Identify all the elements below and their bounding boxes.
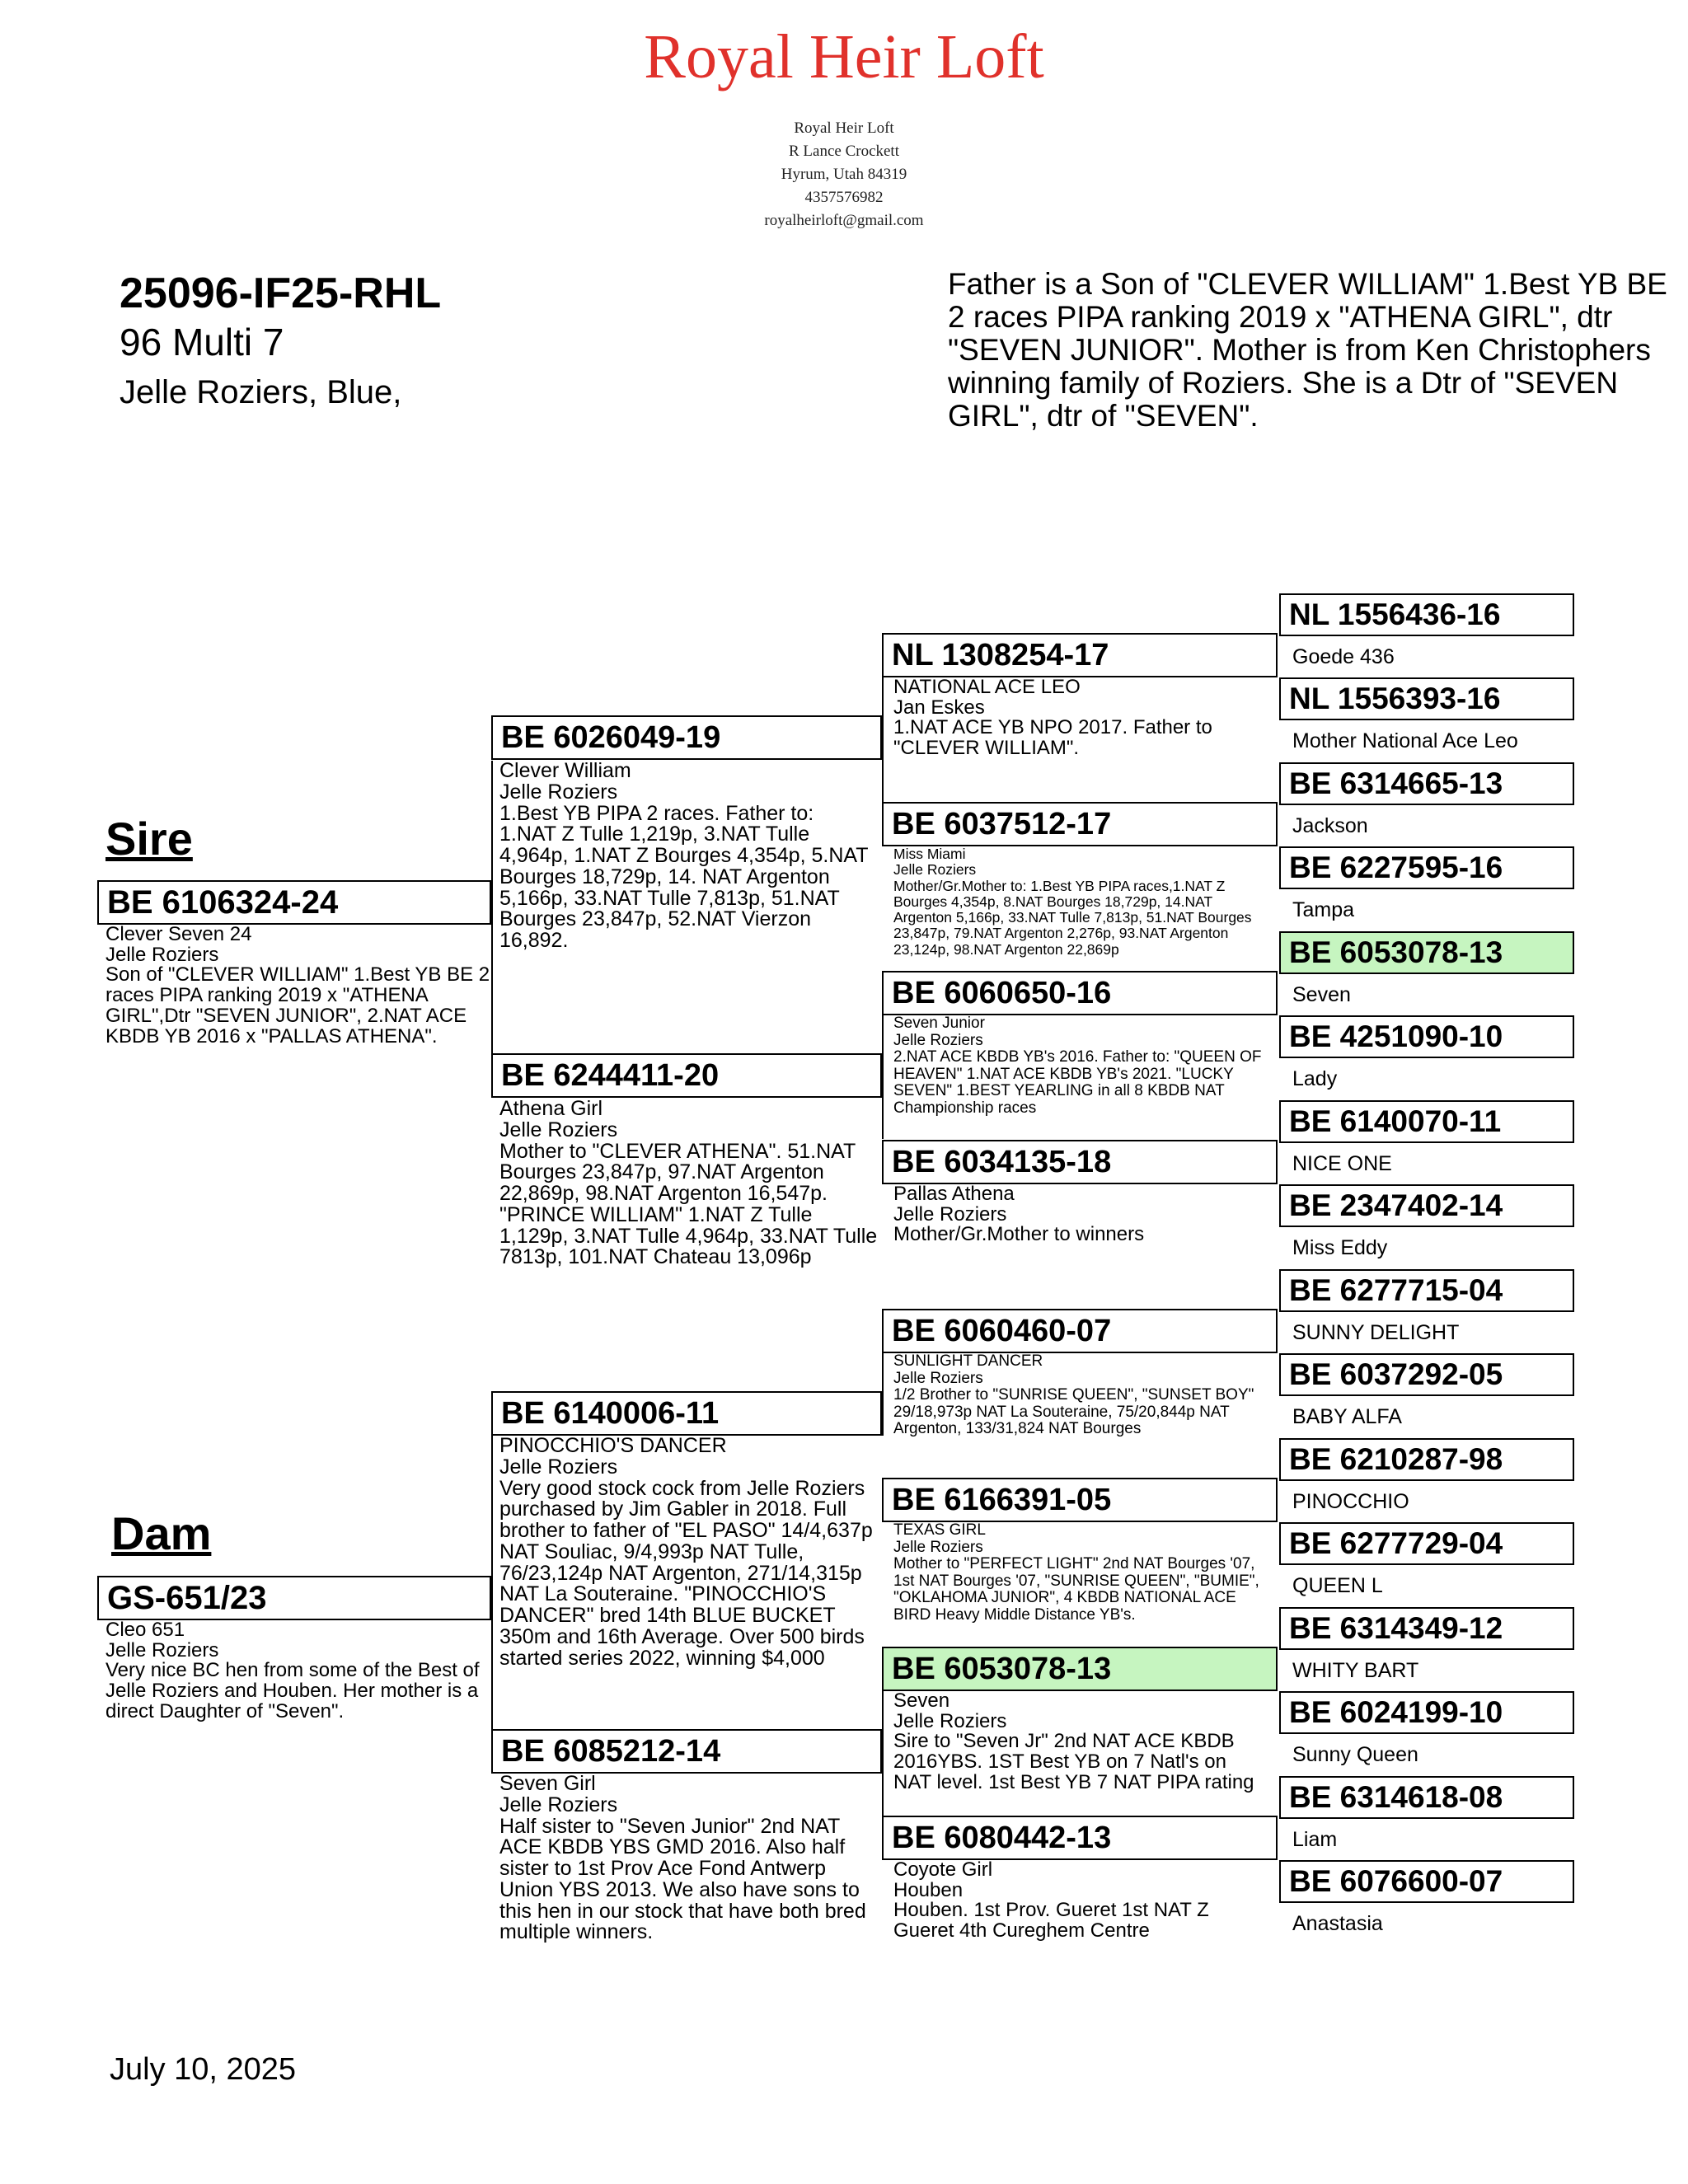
gen3-notes-1: 1.NAT ACE YB NPO 2017. Father to "CLEVER WILLIAM". <box>893 716 1212 760</box>
gen4-name-1: Goede 436 <box>1292 645 1395 668</box>
gen3-notes-4: Mother/Gr.Mother to winners <box>893 1223 1145 1246</box>
contact-phone: 4357576982 <box>804 189 884 206</box>
gen4-ring-14: BE 6024199-10 <box>1279 1691 1574 1734</box>
dam-notes: Very nice BC hen from some of the Best of Jelle Roziers and Houben. Her mother is a direct Daughter of "Seven". <box>106 1659 480 1722</box>
gen3-bracket-1 <box>882 677 884 805</box>
gen4-name-6: Lady <box>1292 1067 1338 1090</box>
gen3-bracket-2 <box>882 1015 884 1139</box>
gen3-notes-2: Mother/Gr.Mother to: 1.Best YB PIPA races,1.NAT Z Bourges 4,354p, 8.NAT Bourges 18,729p, 14.NAT Argenton 5,166p, 33.NAT Tulle 7,813p, 51.NAT Bourges 23,847p, 79.NAT Argenton 2,276p, 93.NAT Argenton 23,124p, 98.NAT Argenton 22,869p <box>893 877 1252 958</box>
sire-bracket <box>491 761 493 1057</box>
gen2-ring-4: BE 6085212-14 <box>491 1729 882 1774</box>
gen4-name-10: BABY ALFA <box>1292 1405 1402 1428</box>
gen3-name-4: Pallas Athena <box>893 1184 1015 1205</box>
gen4-name-15: Liam <box>1292 1828 1338 1851</box>
gen3-bracket-3 <box>882 1353 884 1436</box>
gen4-ring-8: BE 2347402-14 <box>1279 1184 1574 1227</box>
gen4-name-3: Jackson <box>1292 814 1368 837</box>
gen4-ring-13: BE 6314349-12 <box>1279 1607 1574 1650</box>
gen3-breeder-4: Jelle Roziers <box>893 1202 1007 1226</box>
gen3-ring-6: BE 6166391-05 <box>882 1478 1278 1522</box>
gen3-info-5 <box>893 1353 1273 1477</box>
sire-label: Sire <box>106 813 193 865</box>
gen4-name-14: Sunny Queen <box>1292 1743 1418 1766</box>
gen2-breeder-4: Jelle Roziers <box>499 1793 618 1816</box>
sire-name: Clever Seven 24 <box>106 925 252 945</box>
gen2-info-1 <box>499 761 870 963</box>
gen4-name-2: Mother National Ace Leo <box>1292 729 1518 752</box>
contact-email[interactable]: royalheirloft@gmail.com <box>764 212 924 229</box>
gen2-info-2 <box>499 1099 879 1301</box>
gen3-info-7 <box>893 1691 1268 1815</box>
gen3-notes-5: 1/2 Brother to "SUNRISE QUEEN", "SUNSET BOY" 29/18,973p NAT La Souteraine, 75/20,844p NAT Argenton, 133/31,824 NAT Bourges <box>893 1386 1254 1438</box>
contact-block <box>0 117 1688 232</box>
gen3-notes-8: Houben. 1st Prov. Gueret 1st NAT Z Gueret 4th Cureghem Centre <box>893 1899 1209 1943</box>
gen3-ring-2: BE 6037512-17 <box>882 802 1278 846</box>
gen3-breeder-5: Jelle Roziers <box>893 1369 983 1387</box>
sire-notes: Son of "CLEVER WILLIAM" 1.Best YB BE 2 races PIPA ranking 2019 x "ATHENA GIRL",Dtr "SEVEN JUNIOR", 2.NAT ACE KBDB YB 2016 x "PALLAS ATHENA". <box>106 963 490 1047</box>
contact-owner: R Lance Crockett <box>788 143 899 160</box>
gen2-ring-2: BE 6244411-20 <box>491 1053 882 1098</box>
dam-bracket <box>491 1436 493 1731</box>
gen2-ring-1: BE 6026049-19 <box>491 715 882 760</box>
gen2-name-2: Athena Girl <box>499 1099 603 1120</box>
gen4-name-8: Miss Eddy <box>1292 1236 1388 1259</box>
gen3-ring-8: BE 6080442-13 <box>882 1816 1278 1860</box>
pedigree-id: 25096-IF25-RHL <box>120 269 442 317</box>
gen2-breeder-1: Jelle Roziers <box>499 780 618 804</box>
gen2-notes-4: Half sister to "Seven Junior" 2nd NAT ACE KBDB YBS GMD 2016. Also half sister to 1st Prov Ace Fond Antwerp Union YBS 2013. We also have sons to this hen in our stock that have both bred multiple winners. <box>499 1814 866 1944</box>
gen3-ring-5: BE 6060460-07 <box>882 1309 1278 1353</box>
gen3-ring-1: NL 1308254-17 <box>882 633 1278 677</box>
pedigree-note: Father is a Son of "CLEVER WILLIAM" 1.Best YB BE 2 races PIPA ranking 2019 x "ATHENA GIRL", dtr "SEVEN JUNIOR". Mother is from Ken Christophers winning family of Roziers. She is a Dtr of "SEVEN GIRL", dtr of "SEVEN". <box>948 267 1667 433</box>
gen3-breeder-8: Houben <box>893 1878 964 1901</box>
gen4-ring-5: BE 6053078-13 <box>1279 931 1574 974</box>
dam-name: Cleo 651 <box>106 1620 185 1641</box>
loft-title: Royal Heir Loft <box>644 22 1044 91</box>
gen3-breeder-1: Jan Eskes <box>893 696 985 719</box>
gen3-info-1 <box>893 677 1268 801</box>
gen4-ring-3: BE 6314665-13 <box>1279 762 1574 805</box>
sire-breeder: Jelle Roziers <box>106 943 219 966</box>
gen4-ring-9: BE 6277715-04 <box>1279 1269 1574 1312</box>
sire-info <box>106 925 493 1081</box>
dam-ring: GS-651/23 <box>97 1576 491 1620</box>
gen3-ring-7: BE 6053078-13 <box>882 1647 1278 1691</box>
pedigree-strain: Jelle Roziers, Blue, <box>120 374 402 410</box>
gen4-name-16: Anastasia <box>1292 1912 1383 1935</box>
gen3-breeder-6: Jelle Roziers <box>893 1538 983 1556</box>
gen3-notes-3: 2.NAT ACE KBDB YB's 2016. Father to: "QUEEN OF HEAVEN" 1.NAT ACE KBDB YB's 2021. "LUCKY SEVEN" 1.BEST YEARLING in all 8 KBDB NAT Championship races <box>893 1048 1262 1117</box>
gen3-notes-7: Sire to "Seven Jr" 2nd NAT ACE KBDB 2016YBS. 1ST Best YB on 7 Natl's on NAT level. 1st Best YB 7 NAT PIPA rating <box>893 1730 1254 1793</box>
gen3-breeder-3: Jelle Roziers <box>893 1031 983 1049</box>
gen3-name-2: Miss Miami <box>893 846 966 862</box>
gen2-info-4 <box>499 1774 877 1955</box>
gen2-notes-1: 1.Best YB PIPA 2 races. Father to: 1.NAT Z Tulle 1,219p, 3.NAT Tulle 4,964p, 1.NAT Z Bourges 4,354p, 5.NAT Bourges 18,729p, 14. NAT Argenton 5,166p, 33.NAT Tulle 7,813p, 51.NAT Bourges 23,847p, 52.NAT Vierzon 16,892. <box>499 801 869 952</box>
gen4-name-9: SUNNY DELIGHT <box>1292 1321 1460 1344</box>
gen2-ring-3: BE 6140006-11 <box>491 1391 882 1436</box>
gen2-breeder-3: Jelle Roziers <box>499 1455 618 1479</box>
gen4-ring-1: NL 1556436-16 <box>1279 593 1574 636</box>
gen3-bracket-4 <box>882 1691 884 1816</box>
gen3-name-8: Coyote Girl <box>893 1860 993 1881</box>
gen2-notes-2: Mother to "CLEVER ATHENA". 51.NAT Bourges 23,847p, 97.NAT Argenton 22,869p, 98.NAT Argenton 16,547p. "PRINCE WILLIAM" 1.NAT Z Tulle 1,129p, 3.NAT Tulle 4,964p, 33.NAT Tulle 7813p, 101.NAT Chateau 13,096p <box>499 1139 878 1269</box>
gen4-name-5: Seven <box>1292 983 1351 1006</box>
pedigree-name: 96 Multi 7 <box>120 321 284 363</box>
gen3-breeder-2: Jelle Roziers <box>893 861 977 879</box>
gen3-ring-3: BE 6060650-16 <box>882 971 1278 1015</box>
gen4-name-11: PINOCCHIO <box>1292 1490 1409 1513</box>
gen3-info-4 <box>893 1184 1268 1308</box>
gen3-name-3: Seven Junior <box>893 1015 985 1032</box>
gen4-ring-11: BE 6210287-98 <box>1279 1438 1574 1481</box>
gen4-ring-6: BE 4251090-10 <box>1279 1015 1574 1058</box>
print-date: July 10, 2025 <box>110 2052 297 2087</box>
gen4-name-7: NICE ONE <box>1292 1152 1392 1175</box>
dam-breeder: Jelle Roziers <box>106 1638 219 1661</box>
gen4-name-13: WHITY BART <box>1292 1659 1419 1682</box>
gen4-ring-12: BE 6277729-04 <box>1279 1522 1574 1565</box>
gen4-ring-2: NL 1556393-16 <box>1279 677 1574 720</box>
gen4-ring-4: BE 6227595-16 <box>1279 846 1574 889</box>
gen3-name-6: TEXAS GIRL <box>893 1522 986 1539</box>
gen3-info-3 <box>893 1015 1268 1139</box>
gen3-ring-4: BE 6034135-18 <box>882 1140 1278 1184</box>
contact-loft: Royal Heir Loft <box>794 120 894 137</box>
gen3-name-5: SUNLIGHT DANCER <box>893 1353 1043 1370</box>
gen2-name-3: PINOCCHIO'S DANCER <box>499 1436 727 1457</box>
sire-ring: BE 6106324-24 <box>97 880 491 925</box>
gen4-name-4: Tampa <box>1292 898 1355 921</box>
gen2-name-4: Seven Girl <box>499 1774 596 1795</box>
gen3-notes-6: Mother to "PERFECT LIGHT" 2nd NAT Bourges '07, 1st NAT Bourges '07, "SUNRISE QUEEN", "BUMIE", "OKLAHOMA JUNIOR", 4 KBDB NATIONAL ACE BIRD Heavy Middle Distance YB's. <box>893 1555 1259 1624</box>
gen4-ring-10: BE 6037292-05 <box>1279 1353 1574 1396</box>
gen3-name-1: NATIONAL ACE LEO <box>893 677 1081 698</box>
gen4-name-12: QUEEN L <box>1292 1574 1383 1597</box>
gen2-breeder-2: Jelle Roziers <box>499 1118 618 1141</box>
gen3-name-7: Seven <box>893 1691 950 1712</box>
gen4-ring-15: BE 6314618-08 <box>1279 1776 1574 1819</box>
gen2-name-1: Clever William <box>499 761 631 782</box>
gen3-info-6 <box>893 1522 1268 1646</box>
dam-info <box>106 1620 493 1744</box>
contact-address: Hyrum, Utah 84319 <box>781 166 907 183</box>
gen3-breeder-7: Jelle Roziers <box>893 1709 1007 1732</box>
gen2-notes-3: Very good stock cock from Jelle Roziers purchased by Jim Gabler in 2018. Full brother to father of "EL PASO" 14/4,637p NAT Souliac, 9/4,993p NAT Tulle, 76/23,124p NAT Argenton, 271/14,315p NAT La Souteraine. "PINOCCHIO'S DANCER" bred 14th BLUE BUCKET 350m and 16th Average. Over 500 birds started series 2022, winning $4,000 <box>499 1476 873 1670</box>
gen3-info-8 <box>893 1860 1268 1975</box>
dam-label: Dam <box>111 1507 212 1559</box>
gen2-info-3 <box>499 1436 877 1687</box>
gen3-info-2 <box>893 846 1268 970</box>
gen4-ring-7: BE 6140070-11 <box>1279 1100 1574 1143</box>
gen4-ring-16: BE 6076600-07 <box>1279 1860 1574 1903</box>
